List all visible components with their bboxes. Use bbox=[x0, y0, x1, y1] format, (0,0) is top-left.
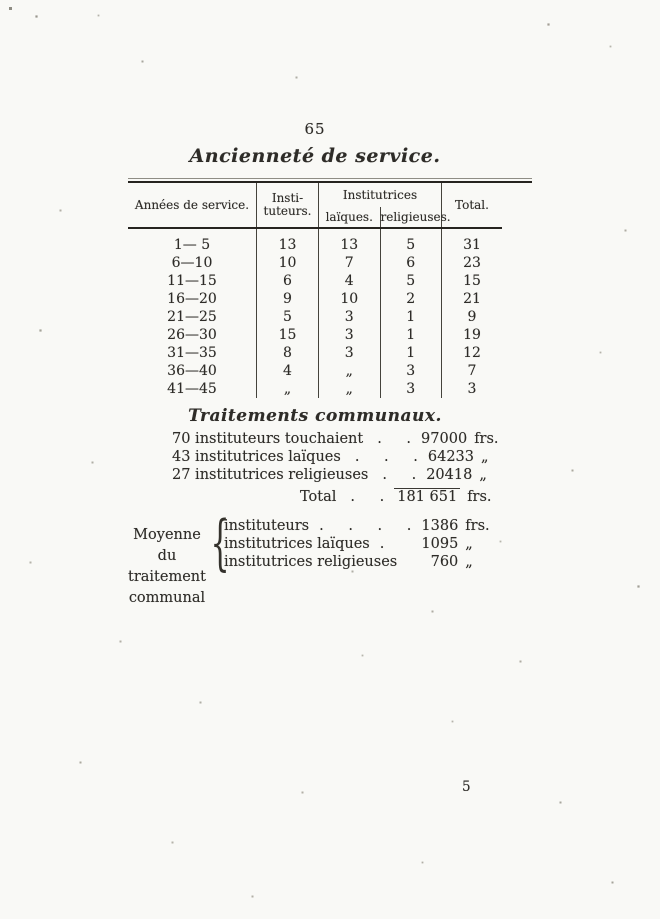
cell-total: 12 bbox=[442, 344, 503, 362]
traitements-amount: 20418 bbox=[426, 467, 473, 483]
cell-religieuses: 1 bbox=[380, 308, 442, 326]
moyenne-label bbox=[128, 516, 206, 609]
cell-total: 3 bbox=[442, 380, 503, 398]
cell-instituteurs: 4 bbox=[257, 362, 319, 380]
total-unit: frs. bbox=[467, 489, 492, 505]
moyenne-amount: 1095 bbox=[421, 536, 459, 552]
cell-religieuses: 5 bbox=[380, 228, 442, 254]
traitements-amount: 97000 bbox=[421, 431, 468, 447]
dot-leader: . bbox=[379, 536, 395, 552]
table-top-rule-thin bbox=[128, 178, 532, 179]
cell-instituteurs: 13 bbox=[257, 228, 319, 254]
moyenne-label-line2: traitement communal bbox=[128, 569, 206, 606]
dot-leader: . . bbox=[377, 431, 422, 447]
traitements-unit: „ bbox=[481, 449, 489, 465]
cell-religieuses: 6 bbox=[380, 254, 442, 272]
cell-total: 19 bbox=[442, 326, 503, 344]
cell-total: 23 bbox=[442, 254, 503, 272]
cell-laiques: 13 bbox=[319, 228, 381, 254]
cell-instituteurs: 8 bbox=[257, 344, 319, 362]
cell-religieuses: 1 bbox=[380, 326, 442, 344]
cell-range: 6—10 bbox=[171, 255, 213, 271]
cell-instituteurs: 10 bbox=[257, 254, 319, 272]
cell-religieuses: 5 bbox=[380, 272, 442, 290]
cell-laiques: „ bbox=[319, 380, 381, 398]
cell-total: 21 bbox=[442, 290, 503, 308]
moyenne-item-label: institutrices laïques bbox=[223, 536, 370, 552]
cell-instituteurs: 5 bbox=[257, 308, 319, 326]
page-number: 65 bbox=[304, 120, 326, 138]
cell-instituteurs: 9 bbox=[257, 290, 319, 308]
traitements-label: 43 institutrices laïques bbox=[172, 449, 341, 465]
cell-religieuses: 3 bbox=[380, 380, 442, 398]
total-label: Total bbox=[300, 489, 337, 505]
cell-laiques: 3 bbox=[319, 344, 381, 362]
table-row bbox=[128, 362, 502, 380]
page-content bbox=[128, 120, 502, 609]
traitements-line bbox=[128, 449, 502, 467]
cell-instituteurs: 6 bbox=[257, 272, 319, 290]
header-laiques: laïques. bbox=[319, 207, 381, 228]
moyenne-item bbox=[224, 554, 502, 572]
header-instituteurs bbox=[257, 183, 319, 228]
dot-leader: . . bbox=[382, 467, 427, 483]
header-instituteurs-line1: Insti- bbox=[271, 191, 304, 205]
traitements-amount: 64233 bbox=[427, 449, 475, 465]
moyenne-unit: „ bbox=[465, 554, 473, 570]
moyenne-amount: 1386 bbox=[421, 518, 459, 534]
dot-leader: . . bbox=[350, 489, 395, 505]
cell-total: 7 bbox=[442, 362, 503, 380]
moyenne-unit: „ bbox=[465, 536, 473, 552]
cell-laiques: 7 bbox=[319, 254, 381, 272]
traitements-unit: „ bbox=[479, 467, 487, 483]
table-row bbox=[128, 228, 502, 254]
table-row bbox=[128, 308, 502, 326]
moyenne-item bbox=[224, 536, 502, 554]
moyenne-item-label: institutrices religieuses bbox=[223, 554, 398, 570]
brace-glyph: { bbox=[210, 508, 230, 578]
table-row bbox=[128, 344, 502, 362]
cell-religieuses: 1 bbox=[380, 344, 442, 362]
cell-range: 16—20 bbox=[167, 291, 217, 307]
header-religieuses: religieuses. bbox=[380, 207, 442, 228]
cell-range: 21—25 bbox=[167, 309, 217, 325]
moyenne-label-line1: Moyenne du bbox=[133, 527, 201, 564]
table-row bbox=[128, 254, 502, 272]
moyenne-item bbox=[224, 518, 502, 536]
moyenne-items bbox=[224, 516, 502, 609]
cell-range: 26—30 bbox=[167, 327, 217, 343]
cell-laiques: 10 bbox=[319, 290, 381, 308]
total-amount: 181 651 bbox=[394, 488, 460, 505]
table-row bbox=[128, 326, 502, 344]
traitements-line bbox=[128, 467, 502, 485]
moyenne-item-label: instituteurs bbox=[223, 518, 310, 534]
cell-range: 31—35 bbox=[167, 345, 217, 361]
dot-leader: . . . . bbox=[319, 518, 422, 534]
cell-laiques: 4 bbox=[319, 272, 381, 290]
header-total: Total. bbox=[442, 183, 503, 228]
cell-total: 31 bbox=[442, 228, 503, 254]
header-instituteurs-line2: tuteurs. bbox=[263, 204, 312, 218]
table-row bbox=[128, 380, 502, 398]
cell-laiques: 3 bbox=[319, 326, 381, 344]
cell-laiques: „ bbox=[319, 362, 381, 380]
table-row bbox=[128, 290, 502, 308]
dot-leader: . . . bbox=[354, 449, 428, 465]
traitements-unit: frs. bbox=[474, 431, 499, 447]
moyenne-amount: 760 bbox=[430, 554, 459, 570]
cell-total: 9 bbox=[442, 308, 503, 326]
table-header bbox=[128, 183, 502, 228]
header-annees-de-service: Années de service. bbox=[134, 198, 250, 212]
traitements-label: 70 instituteurs touchaient bbox=[172, 431, 364, 447]
table-row bbox=[128, 272, 502, 290]
cell-laiques: 3 bbox=[319, 308, 381, 326]
traitements-title: Traitements communaux. bbox=[188, 406, 442, 426]
moyenne-unit: frs. bbox=[465, 518, 490, 534]
traitements-line bbox=[128, 431, 502, 449]
traitements-total-line bbox=[128, 488, 502, 509]
header-institutrices-group: Institutrices bbox=[319, 183, 442, 207]
cell-range: 36—40 bbox=[167, 363, 217, 379]
cell-religieuses: 3 bbox=[380, 362, 442, 380]
moyenne-section bbox=[128, 508, 502, 609]
table-title: Ancienneté de service. bbox=[189, 145, 441, 167]
cell-religieuses: 2 bbox=[380, 290, 442, 308]
signature-mark: 5 bbox=[462, 779, 471, 795]
table-body bbox=[128, 228, 502, 398]
cell-total: 15 bbox=[442, 272, 503, 290]
cell-instituteurs: 15 bbox=[257, 326, 319, 344]
cell-instituteurs: „ bbox=[257, 380, 319, 398]
cell-range: 1— 5 bbox=[173, 237, 211, 253]
cell-range: 11—15 bbox=[167, 273, 217, 289]
traitements-label: 27 institutrices religieuses bbox=[172, 467, 369, 483]
scan-noise-specks bbox=[0, 0, 1, 1]
anciennete-table bbox=[128, 183, 502, 398]
cell-range: 41—45 bbox=[167, 381, 217, 397]
